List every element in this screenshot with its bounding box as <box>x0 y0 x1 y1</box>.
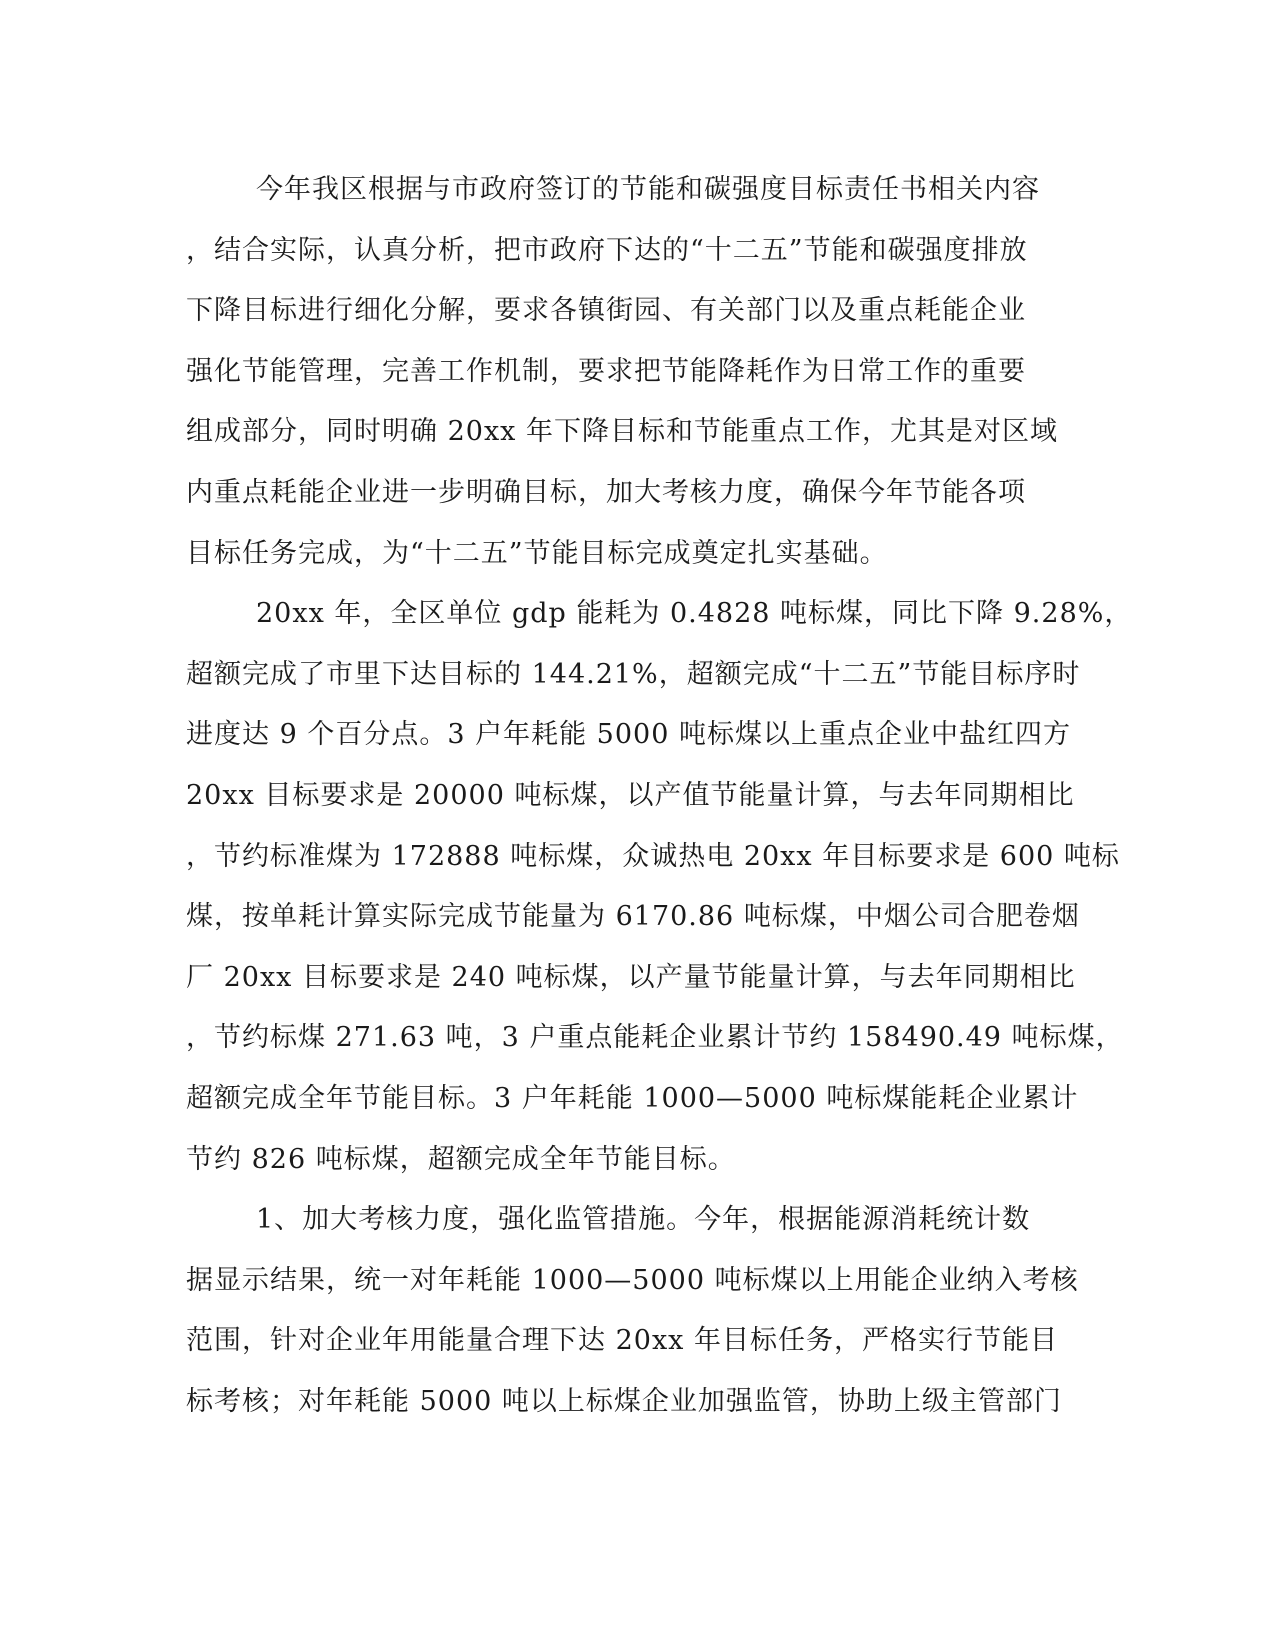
text-line: ，节约标煤 271.63 吨，3 户重点能耗企业累计节约 158490.49 吨标煤， <box>186 1022 1124 1054</box>
text-line: 目标任务完成，为“十二五”节能目标完成奠定扎实基础。 <box>186 537 888 569</box>
paragraph <box>186 1190 1079 1432</box>
paragraph <box>186 584 1133 1190</box>
text-line: 超额完成了市里下达目标的 144.21%，超额完成“十二五”节能目标序时 <box>186 658 1081 690</box>
text-line: 厂 20xx 目标要求是 240 吨标煤，以产量节能量计算，与去年同期相比 <box>186 961 1076 993</box>
text-line: ，节约标准煤为 172888 吨标煤，众诚热电 20xx 年目标要求是 600 吨标 <box>186 840 1120 872</box>
text-line: 超额完成全年节能目标。3 户年耗能 1000—5000 吨标煤能耗企业累计 <box>186 1082 1079 1114</box>
text-line: 强化节能管理，完善工作机制，要求把节能降耗作为日常工作的重要 <box>186 355 1026 387</box>
text-line: 煤，按单耗计算实际完成节能量为 6170.86 吨标煤，中烟公司合肥卷烟 <box>186 901 1080 933</box>
paragraph <box>186 160 1058 584</box>
text-line: 范围，针对企业年用能量合理下达 20xx 年目标任务，严格实行节能目 <box>186 1325 1058 1357</box>
text-line: 今年我区根据与市政府签订的节能和碳强度目标责任书相关内容 <box>256 174 1040 205</box>
text-line: 内重点耗能企业进一步明确目标，加大考核力度，确保今年节能各项 <box>186 476 1026 508</box>
text-line: 据显示结果，统一对年耗能 1000—5000 吨标煤以上用能企业纳入考核 <box>186 1264 1079 1296</box>
text-line: 标考核；对年耗能 5000 吨以上标煤企业加强监管，协助上级主管部门 <box>186 1385 1062 1417</box>
text-line: 节约 826 吨标煤，超额完成全年节能目标。 <box>186 1143 736 1175</box>
text-line: 20xx 年，全区单位 gdp 能耗为 0.4828 吨标煤，同比下降 9.28%， <box>256 598 1133 630</box>
text-line: 1、加大考核力度，强化监管措施。今年，根据能源消耗统计数 <box>256 1204 1031 1236</box>
text-line: 下降目标进行细化分解，要求各镇街园、有关部门以及重点耗能企业 <box>186 295 1026 327</box>
text-line: ，结合实际，认真分析，把市政府下达的“十二五”节能和碳强度排放 <box>186 234 1028 266</box>
text-line: 20xx 目标要求是 20000 吨标煤，以产值节能量计算，与去年同期相比 <box>186 779 1075 811</box>
document-body <box>186 160 1133 1432</box>
text-line: 进度达 9 个百分点。3 户年耗能 5000 吨标煤以上重点企业中盐红四方 <box>186 719 1071 751</box>
text-line: 组成部分，同时明确 20xx 年下降目标和节能重点工作，尤其是对区域 <box>186 416 1058 448</box>
